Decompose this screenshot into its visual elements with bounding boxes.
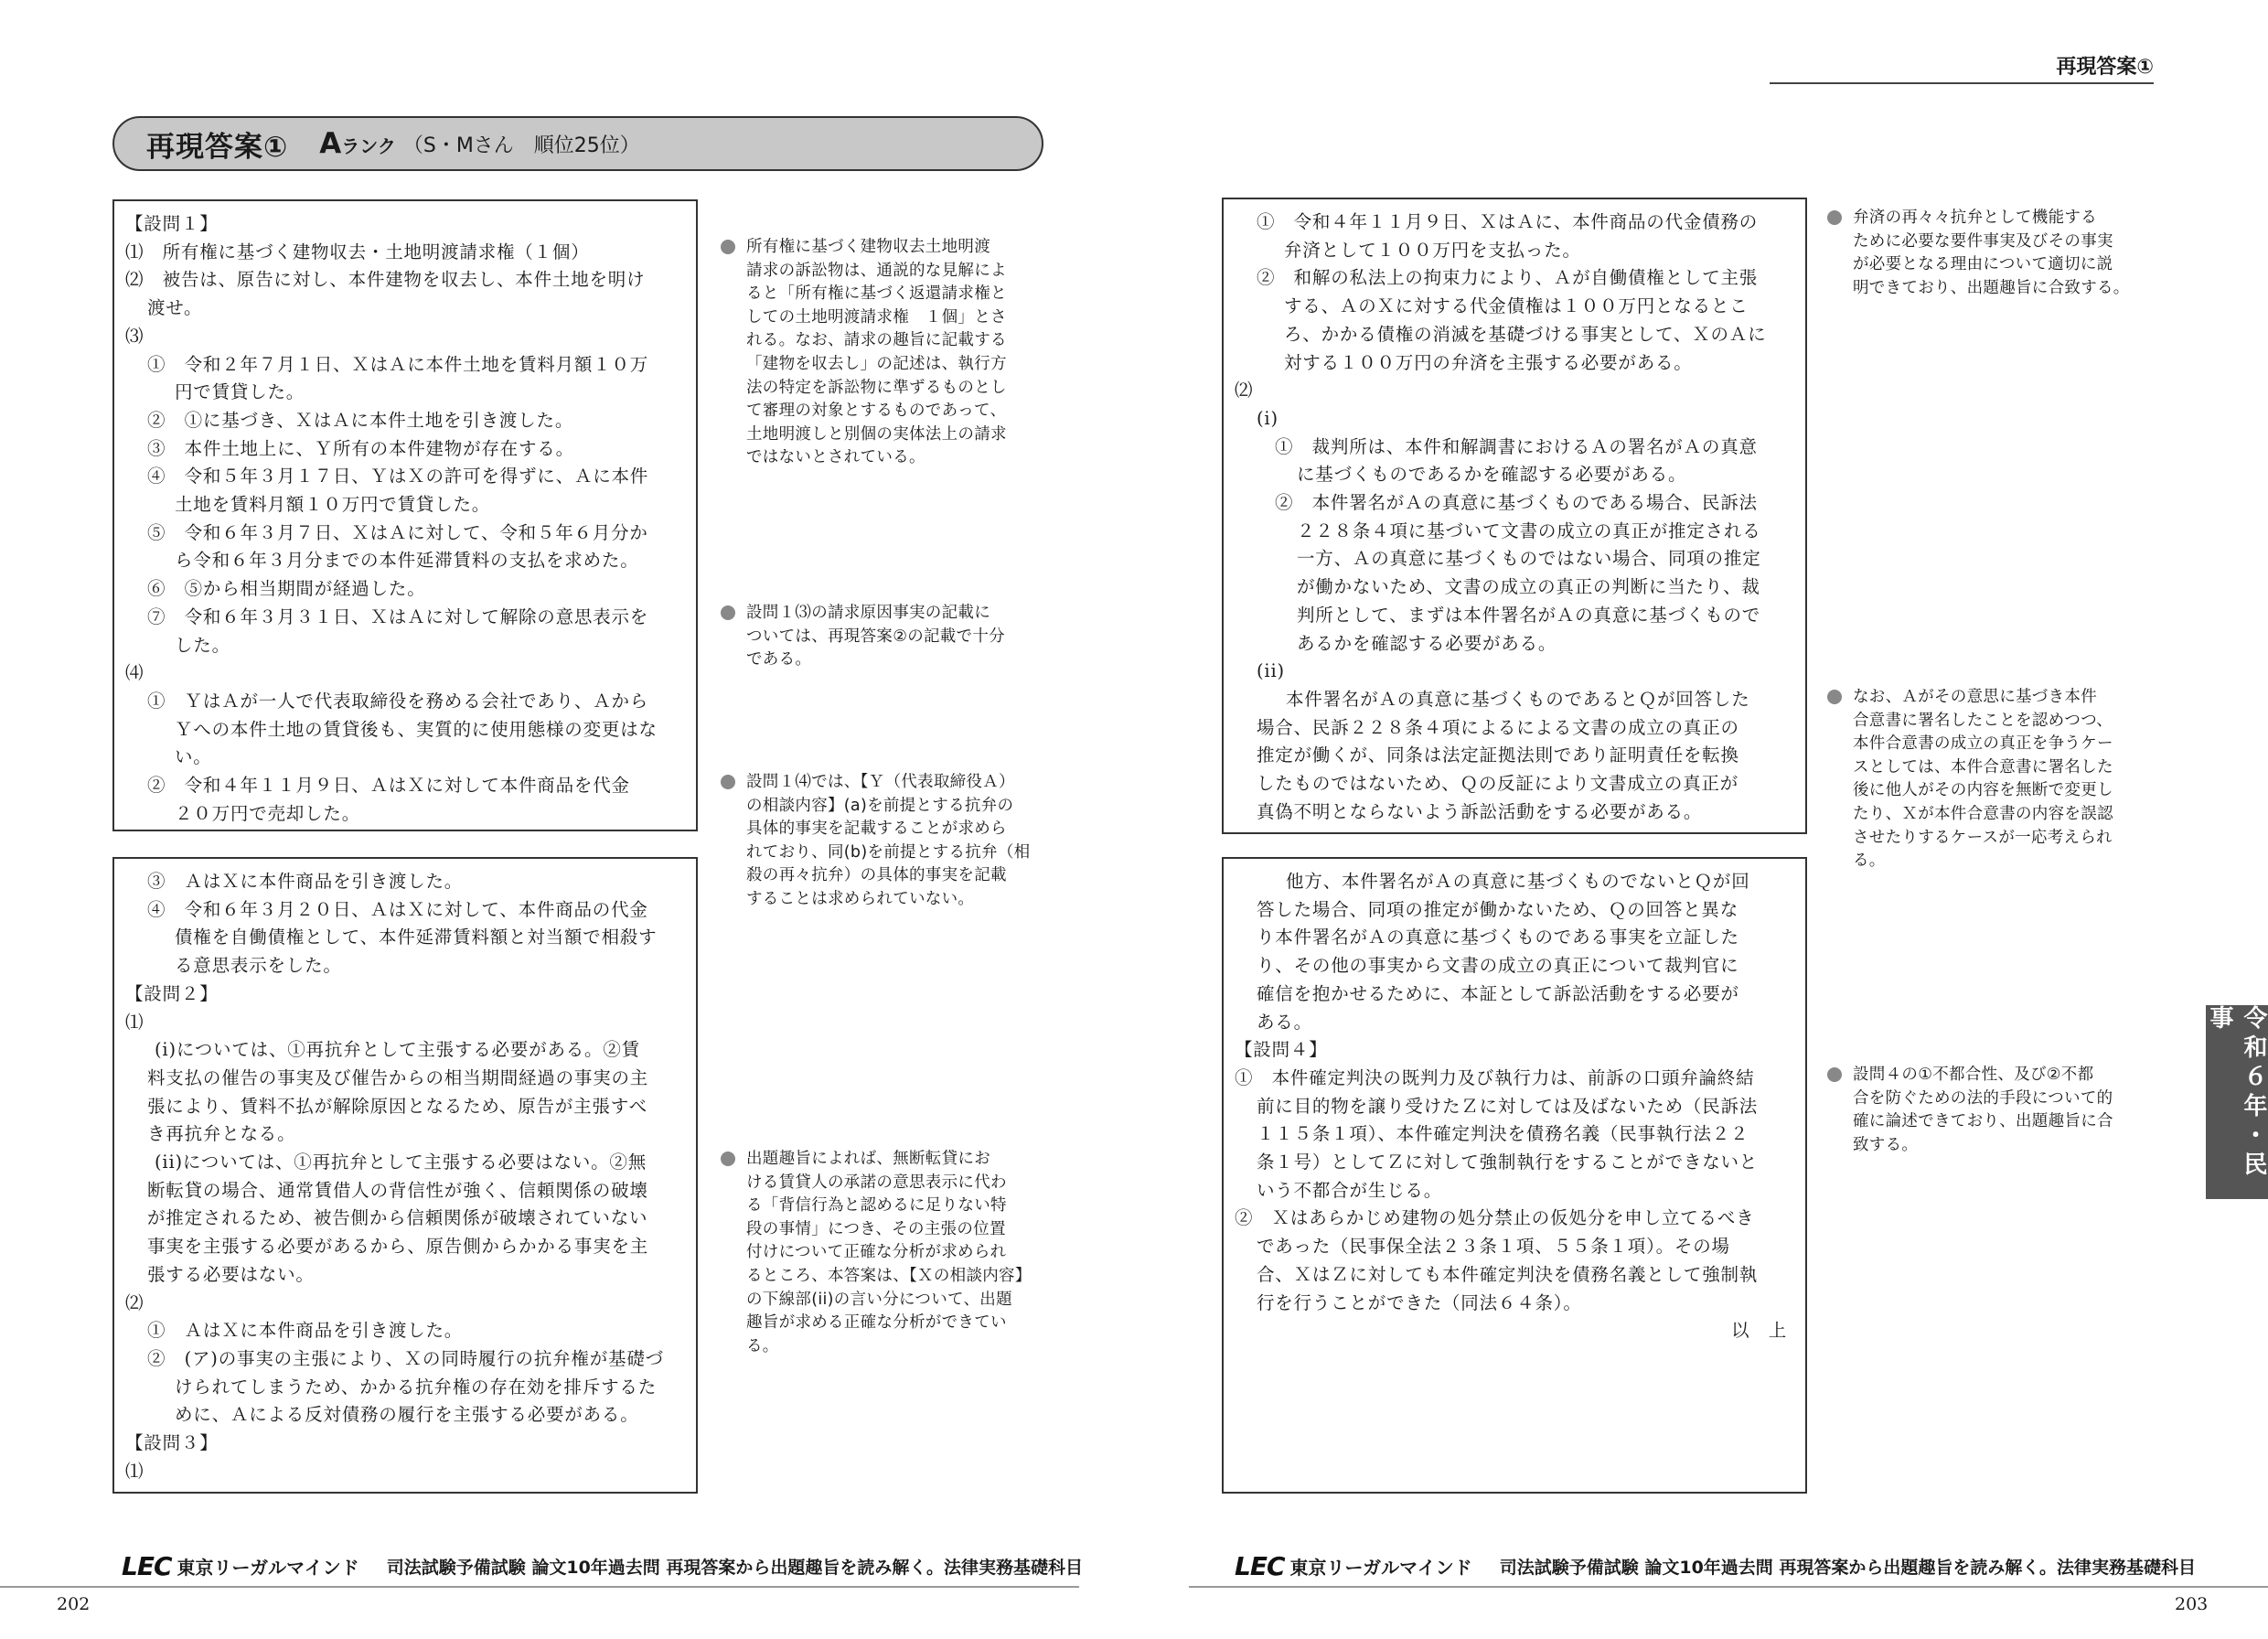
answer-line: ⑤ 令和６年３月７日、ＸはＡに対して、令和５年６月分か [147, 521, 648, 543]
note-line: 設問４の①不都合性、及び②不都 [1853, 1066, 2094, 1084]
comment-note [721, 771, 1030, 912]
answer-line: したものではないため、Ｑの反証により文書成立の真正が [1257, 773, 1739, 795]
answer-box-2 [112, 857, 698, 1494]
answer-line: ２０万円で売却した。 [175, 802, 361, 824]
note-line: 出題趣旨によれば、無断転貸にお [746, 1150, 990, 1168]
rank-word: ランク [341, 135, 396, 157]
note-line: れる。なお、請求の趣旨に記載する [746, 331, 1007, 350]
answer-line: 断転貸の場合、通常賃借人の背信性が強く、信頼関係の破壊 [147, 1179, 648, 1201]
answer-line: 対する１００万円の弁済を主張する必要がある。 [1284, 351, 1693, 373]
answer-line: 【設問１】 [125, 213, 219, 234]
answer-line: 弁済として１００万円を支払った。 [1284, 239, 1581, 261]
bullet-icon [1827, 210, 1842, 225]
answer-line: ら令和６年３月分までの本件延滞賃料の支払を求めた。 [175, 550, 639, 572]
note-line: が必要となる理由について適切に説 [1853, 255, 2113, 274]
answer-line: ２２８条４項に基づいて文書の成立の真正が推定される [1297, 520, 1761, 541]
answer-line: 渡せ。 [147, 297, 203, 319]
answer-line: (ii)については、①再抗弁として主張する必要はない。②無 [155, 1152, 647, 1173]
note-line: るところ、本答案は、【Ｘの相談内容】 [746, 1266, 1032, 1285]
answer-line: い。 [175, 746, 212, 768]
note-line: 土地明渡しと別個の実体法上の請求 [746, 424, 1007, 444]
note-line: 法の特定を訴訟物に準ずるものとし [746, 378, 1007, 397]
note-line: しての土地明渡請求権 １個」とさ [746, 307, 1007, 327]
answer-line: ⑴ [125, 1460, 144, 1482]
answer-line: 判所として、まずは本件署名がＡの真意に基づくもので [1297, 604, 1761, 626]
answer-line: 本件署名がＡの真意に基づくものであるとＱが回答した [1286, 688, 1750, 710]
answer-line: (i) [1257, 407, 1278, 429]
running-header: 再現答案① [2056, 56, 2154, 79]
bullet-icon [721, 1152, 735, 1166]
answer-line: ⑵ 被告は、原告に対し、本件建物を収去し、本件土地を明け [125, 269, 646, 291]
note-line: ける賃貸人の承諾の意思表示に代わ [746, 1173, 1007, 1192]
answer-line: ⑵ [1235, 380, 1254, 402]
comment-note [1827, 207, 2130, 300]
header-rule [1770, 82, 2154, 84]
answer-line: 前に目的物を譲り受けたＺに対しては及ばないため（民訴法 [1257, 1095, 1759, 1117]
answer-line: であった（民事保全法２３条１項、５５条１項）。その場 [1257, 1236, 1730, 1258]
answer-line: ⑵ [125, 1291, 144, 1313]
answer-line: あるかを確認する必要がある。 [1297, 632, 1557, 654]
note-line: る「背信行為と認めるに足りない特 [746, 1196, 1007, 1216]
bullet-icon [721, 775, 735, 789]
company-name: 東京リーガルマインド [177, 1556, 359, 1579]
answer-line: 【設問３】 [125, 1432, 219, 1454]
answer-line: 真偽不明とならないよう訴訟活動をする必要がある。 [1257, 800, 1703, 822]
rank-label [319, 127, 396, 160]
answer-line: に基づくものであるかを確認する必要がある。 [1297, 464, 1687, 486]
chapter-side-tab: 令和６年・民事 [2206, 1005, 2268, 1199]
lec-logo: LEC [1235, 1550, 1285, 1581]
answer-line: 他方、本件署名がＡの真意に基づくものでないとＱが回 [1286, 871, 1750, 892]
note-line: の相談内容】(a)を前提とする抗弁の [746, 796, 1014, 815]
comment-note [721, 602, 1005, 672]
lec-logo: LEC [122, 1550, 172, 1581]
answer-line: ① 裁判所は、本件和解調書におけるＡの署名がＡの真意 [1275, 435, 1758, 457]
book-title: 司法試験予備試験 論文10年過去問 再現答案から出題趣旨を読み解く。法律実務基礎科目 [1499, 1557, 2197, 1578]
bullet-icon [721, 240, 735, 254]
book-title: 司法試験予備試験 論文10年過去問 再現答案から出題趣旨を読み解く。法律実務基礎科目 [386, 1557, 1084, 1578]
note-line: 所有権に基づく建物収去土地明渡 [746, 238, 990, 256]
note-line: 設問１⑶の請求原因事実の記載に [746, 604, 990, 622]
answer-line: けられてしまうため、かかる抗弁権の存在効を排斥するた [175, 1376, 658, 1398]
page-number-left: 202 [57, 1594, 91, 1614]
answer-line: ① 令和２年７月１日、ＸはＡに本件土地を賃料月額１０万 [147, 353, 649, 375]
answer-line: ② (ア)の事実の主張により、Ｘの同時履行の抗弁権が基礎づ [147, 1347, 664, 1369]
answer-line: 一方、Ａの真意に基づくものではない場合、同項の推定 [1297, 548, 1761, 570]
answer-line: ⑥ ⑤から相当期間が経過した。 [147, 578, 426, 600]
answer-line: ② 本件署名がＡの真意に基づくものである場合、民訴法 [1275, 492, 1758, 514]
answer-line: ① ＹはＡが一人で代表取締役を務める会社であり、Ａから [147, 690, 649, 712]
answer-line: ろ、かかる債権の消滅を基礎づける事実として、ＸのＡに [1284, 323, 1767, 345]
answer-line: 推定が働くが、同条は法定証拠法則であり証明責任を転換 [1257, 745, 1739, 766]
answer-line: ② 和解の私法上の拘束力により、Ａが自働債権として主張 [1257, 267, 1759, 289]
note-line: 確に論述できており、出題趣旨に合 [1853, 1112, 2113, 1131]
answer-line: 確信を抱かせるために、本証として訴訟活動をする必要が [1257, 982, 1739, 1004]
answer-line: 張により、賃料不払が解除原因となるため、原告が主張すべ [147, 1095, 647, 1117]
answer-line: 条１号）としてＺに対して強制執行をすることができないと [1257, 1152, 1759, 1173]
note-line: 致する。 [1853, 1135, 1919, 1154]
note-line: 段の事情」につき、その主張の位置 [746, 1219, 1006, 1238]
answer-line: が推定されるため、被告側から信頼関係が破壊されていない [147, 1207, 648, 1229]
answer-line: した。 [175, 634, 230, 656]
bullet-icon [1827, 690, 1842, 704]
footer-right [1235, 1552, 2196, 1580]
answer-line: ⑶ [125, 325, 144, 347]
footer-left [122, 1552, 1083, 1580]
rank-letter: A [319, 127, 342, 160]
bullet-icon [721, 605, 735, 620]
answer-box-3 [1222, 198, 1807, 834]
footer-rule-left [0, 1586, 1079, 1588]
answer-line: ② ①に基づき、ＸはＡに本件土地を引き渡した。 [147, 409, 574, 431]
closing-mark: 以 上 [1731, 1320, 1787, 1342]
answer-line: 事実を主張する必要があるから、原告側からかかる事実を主 [147, 1236, 649, 1258]
note-line: ために必要な要件事実及びその事実 [1853, 231, 2113, 251]
answer-line: 答した場合、同項の推定が働かないため、Ｑの回答と異な [1257, 898, 1739, 920]
answer-line: ② 令和４年１１月９日、ＡはＸに対して本件商品を代金 [147, 775, 630, 797]
note-line: なお、Ａがその意思に基づき本件 [1853, 688, 2097, 706]
comment-note [1827, 686, 2113, 873]
answer-line: り本件署名がＡの真意に基づくものである事実を立証した [1257, 927, 1739, 948]
answer-box-4 [1222, 857, 1807, 1494]
footer-rule-right [1189, 1586, 2268, 1588]
answer-line: (ii) [1257, 660, 1285, 682]
examinee-info: （S・Mさん 順位25位） [402, 134, 640, 157]
note-line: る。 [1853, 852, 1886, 871]
note-line: 具体的事実を記載することが求めら [746, 820, 1007, 839]
answer-line: Ｙへの本件土地の賃貸後も、実質的に使用態様の変更はな [175, 718, 658, 740]
comment-note [721, 236, 1007, 470]
answer-title: 再現答案① [146, 130, 289, 164]
note-line: 弁済の再々々抗弁として機能する [1853, 209, 2097, 227]
note-line: れており、同(b)を前提とする抗弁（相 [746, 842, 1031, 862]
answer-line: (i)については、①再抗弁として主張する必要がある。②賃 [155, 1039, 640, 1061]
answer-line: 料支払の催告の事実及び催告からの相当期間経過の事実の主 [147, 1066, 649, 1088]
answer-box-1 [112, 199, 698, 831]
answer-line: めに、Ａによる反対債務の履行を主張する必要がある。 [175, 1404, 639, 1426]
note-line: 合を防ぐための法的手段について的 [1853, 1088, 2113, 1108]
company-name: 東京リーガルマインド [1289, 1556, 1472, 1579]
note-line: 明できており、出題趣旨に合致する。 [1853, 278, 2130, 297]
note-line: することは求められていない。 [746, 889, 975, 908]
note-line: 請求の訴訟物は、通説的な見解によ [746, 261, 1007, 280]
answer-line: る意思表示をした。 [175, 955, 342, 977]
answer-line: ⑴ 所有権に基づく建物収去・土地明渡請求権（１個） [125, 241, 590, 262]
answer-line: 土地を賃料月額１０万円で賃貸した。 [175, 494, 491, 516]
bullet-icon [1827, 1067, 1842, 1082]
note-line: たり、Ｘが本件合意書の内容を誤認 [1853, 804, 2113, 823]
answer-line: ② Ｘはあらかじめ建物の処分禁止の仮処分を申し立てるべき [1235, 1207, 1755, 1229]
answer-line: ⑦ 令和６年３月３１日、ＸはＡに対して解除の意思表示を [147, 605, 649, 627]
answer-line: 行を行うことができた（同法６４条）。 [1257, 1291, 1582, 1313]
answer-line: １１５条１項）、本件確定判決を債務名義（民事執行法２２ [1257, 1123, 1749, 1145]
answer-line: ④ 令和５年３月１７日、ＹはＸの許可を得ずに、Ａに本件 [147, 466, 649, 487]
answer-line: ④ 令和６年３月２０日、ＡはＸに対して、本件商品の代金 [147, 898, 648, 920]
note-line: 本件合意書の成立の真正を争うケー [1853, 734, 2113, 754]
answer-line: 場合、民訴２２８条４項によるによる文書の成立の真正の [1257, 716, 1739, 738]
note-line: 趣旨が求める正確な分析ができてい [746, 1313, 1007, 1333]
answer-line: ① 本件確定判決の既判力及び執行力は、前訴の口頭弁論終結 [1235, 1066, 1755, 1088]
answer-line: 張する必要はない。 [147, 1263, 315, 1285]
note-line: 殺の再々抗弁）の具体的事実を記載 [746, 866, 1007, 885]
note-line: 設問１⑷では、【Ｙ（代表取締役Ａ） [746, 773, 1015, 791]
note-line: ではないとされている。 [746, 448, 925, 467]
answer-line: ⑴ [125, 1011, 144, 1033]
answer-line: 合、ＸはＺに対しても本件確定判決を債務名義として強制執 [1257, 1263, 1759, 1285]
answer-line: 円で賃貸した。 [175, 381, 305, 403]
answer-line: 【設問４】 [1235, 1039, 1328, 1061]
note-line: の下線部(ii)の言い分について、出題 [746, 1290, 1012, 1309]
note-line: 合意書に署名したことを認めつつ、 [1853, 711, 2113, 730]
answer-line: 債権を自働債権として、本件延滞賃料額と対当額で相殺す [175, 927, 658, 948]
answer-line: き再抗弁となる。 [147, 1123, 296, 1145]
answer-line: いう不都合が生じる。 [1257, 1179, 1443, 1201]
note-line: 後に他人がその内容を無断で変更し [1853, 781, 2113, 800]
answer-line: ⑷ [125, 662, 144, 684]
answer-line: ある。 [1257, 1011, 1312, 1033]
note-line: て審理の対象とするものであって、 [746, 402, 1007, 421]
note-line: 付けについて正確な分析が求められ [746, 1243, 1007, 1262]
note-line: スとしては、本件合意書に署名した [1853, 757, 2113, 777]
answer-line: ① ＡはＸに本件商品を引き渡した。 [147, 1320, 464, 1342]
comment-note [721, 1148, 1032, 1358]
note-line: ついては、再現答案②の記載で十分 [746, 627, 1005, 646]
answer-line: ③ 本件土地上に、Ｙ所有の本件建物が存在する。 [147, 437, 574, 459]
page-number-right: 203 [2175, 1594, 2209, 1614]
note-line: 「建物を収去し」の記述は、執行方 [746, 354, 1007, 373]
note-line: る。 [746, 1336, 779, 1355]
answer-line: ① 令和４年１１月９日、ＸはＡに、本件商品の代金債務の [1257, 211, 1759, 232]
answer-line: 【設問２】 [125, 982, 219, 1004]
note-line: させたりするケースが一応考えられ [1853, 828, 2113, 847]
note-line: ると「所有権に基づく返還請求権と [746, 284, 1007, 304]
answer-line: が働かないため、文書の成立の真正の判断に当たり、裁 [1297, 576, 1760, 598]
note-line: である。 [746, 650, 812, 670]
answer-line: り、その他の事実から文書の成立の真正について裁判官に [1257, 955, 1739, 977]
answer-line: する、ＡのＸに対する代金債権は１００万円となるとこ [1284, 295, 1749, 317]
answer-title-bar [112, 116, 1043, 171]
answer-line: ③ ＡはＸに本件商品を引き渡した。 [147, 871, 464, 892]
comment-note [1827, 1064, 2113, 1157]
